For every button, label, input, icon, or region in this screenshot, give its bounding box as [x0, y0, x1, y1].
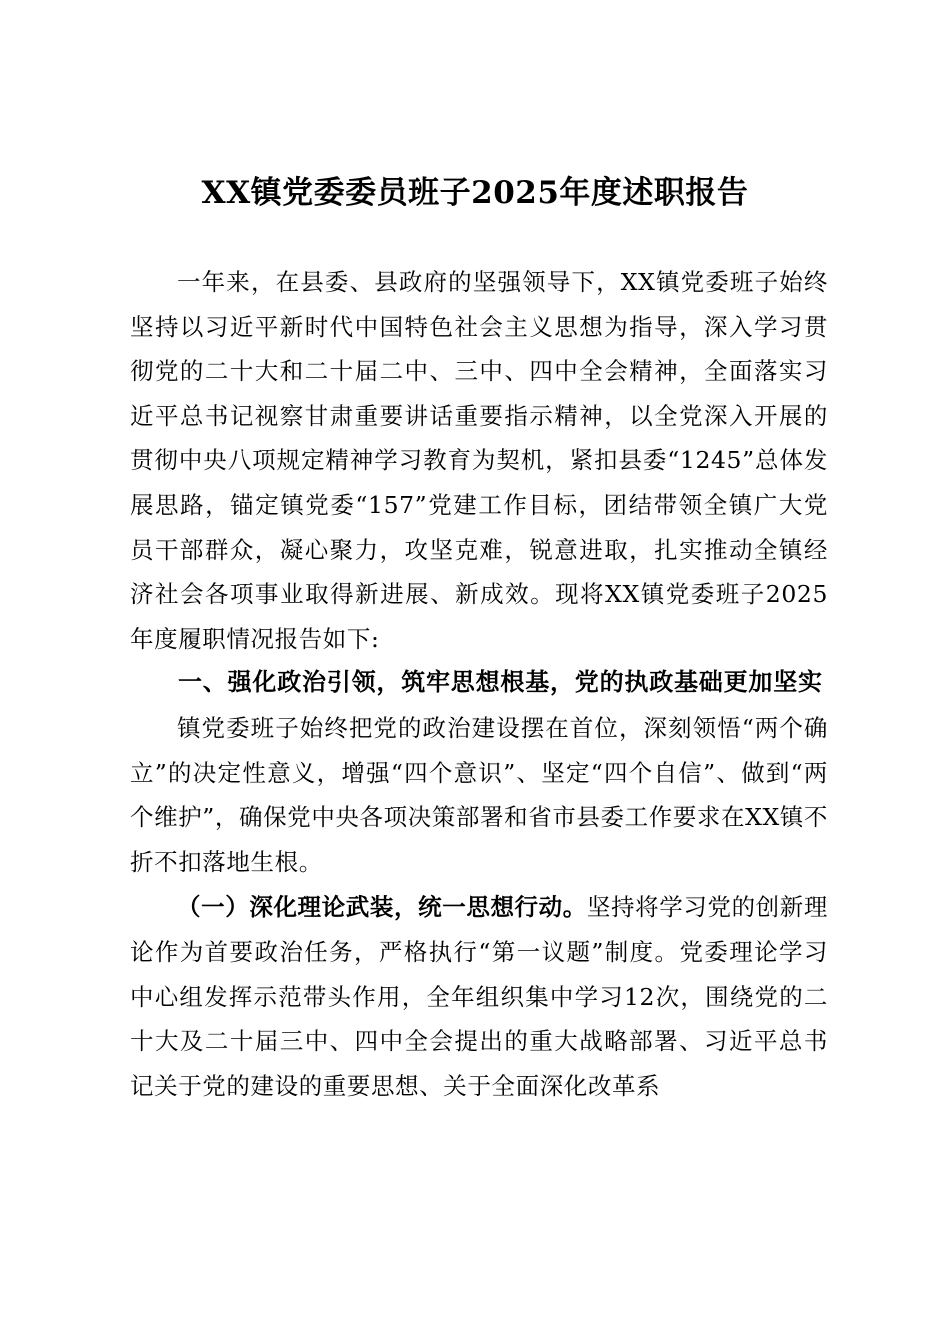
document-body	[130, 260, 828, 1108]
document-title: XX镇党委委员班子2025年度述职报告	[201, 175, 749, 211]
section-paragraph: 镇党委班子始终把党的政治建设摆在首位，深刻领悟“两个确立”的决定性意义，增强“四个意识”、坚定“四个自信”、做到“两个维护”，确保党中央各项决策部署和省市县委工作要求在XX镇不折不扣落地生根。	[130, 713, 828, 876]
section-heading: 一、强化政治引领，筑牢思想根基，党的执政基础更加坚实	[178, 668, 823, 697]
subsection-paragraph	[130, 885, 828, 1108]
intro-paragraph: 一年来，在县委、县政府的坚强领导下，XX镇党委班子始终坚持以习近平新时代中国特色社会主义思想为指导，深入学习贯彻党的二十大和二十届二中、三中、四中全会精神，全面落实习近平总书记视察甘肃重要讲话重要指示精神，以全党深入开展的贯彻中央八项规定精神学习教育为契机，紧扣县委“1245”总体发展思路，锚定镇党委“157”党建工作目标，团结带领全镇广大党员干部群众，凝心聚力，攻坚克难，锐意进取，扎实推动全镇经济社会各项事业取得新进展、新成效。现将XX镇党委班子2025年度履职情况报告如下:	[130, 268, 828, 653]
subsection-heading: （一）深化理论武装，统一思想行动。	[177, 893, 587, 922]
subsection-text: 坚持将学习党的创新理论作为首要政治任务，严格执行“第一议题”制度。党委理论学习中心组发挥示范带头作用，全年组织集中学习12次，围绕党的二十大及二十届三中、四中全会提出的重大战略部署、习近平总书记关于党的建设的重要思想、关于全面深化改革系	[130, 893, 829, 1100]
